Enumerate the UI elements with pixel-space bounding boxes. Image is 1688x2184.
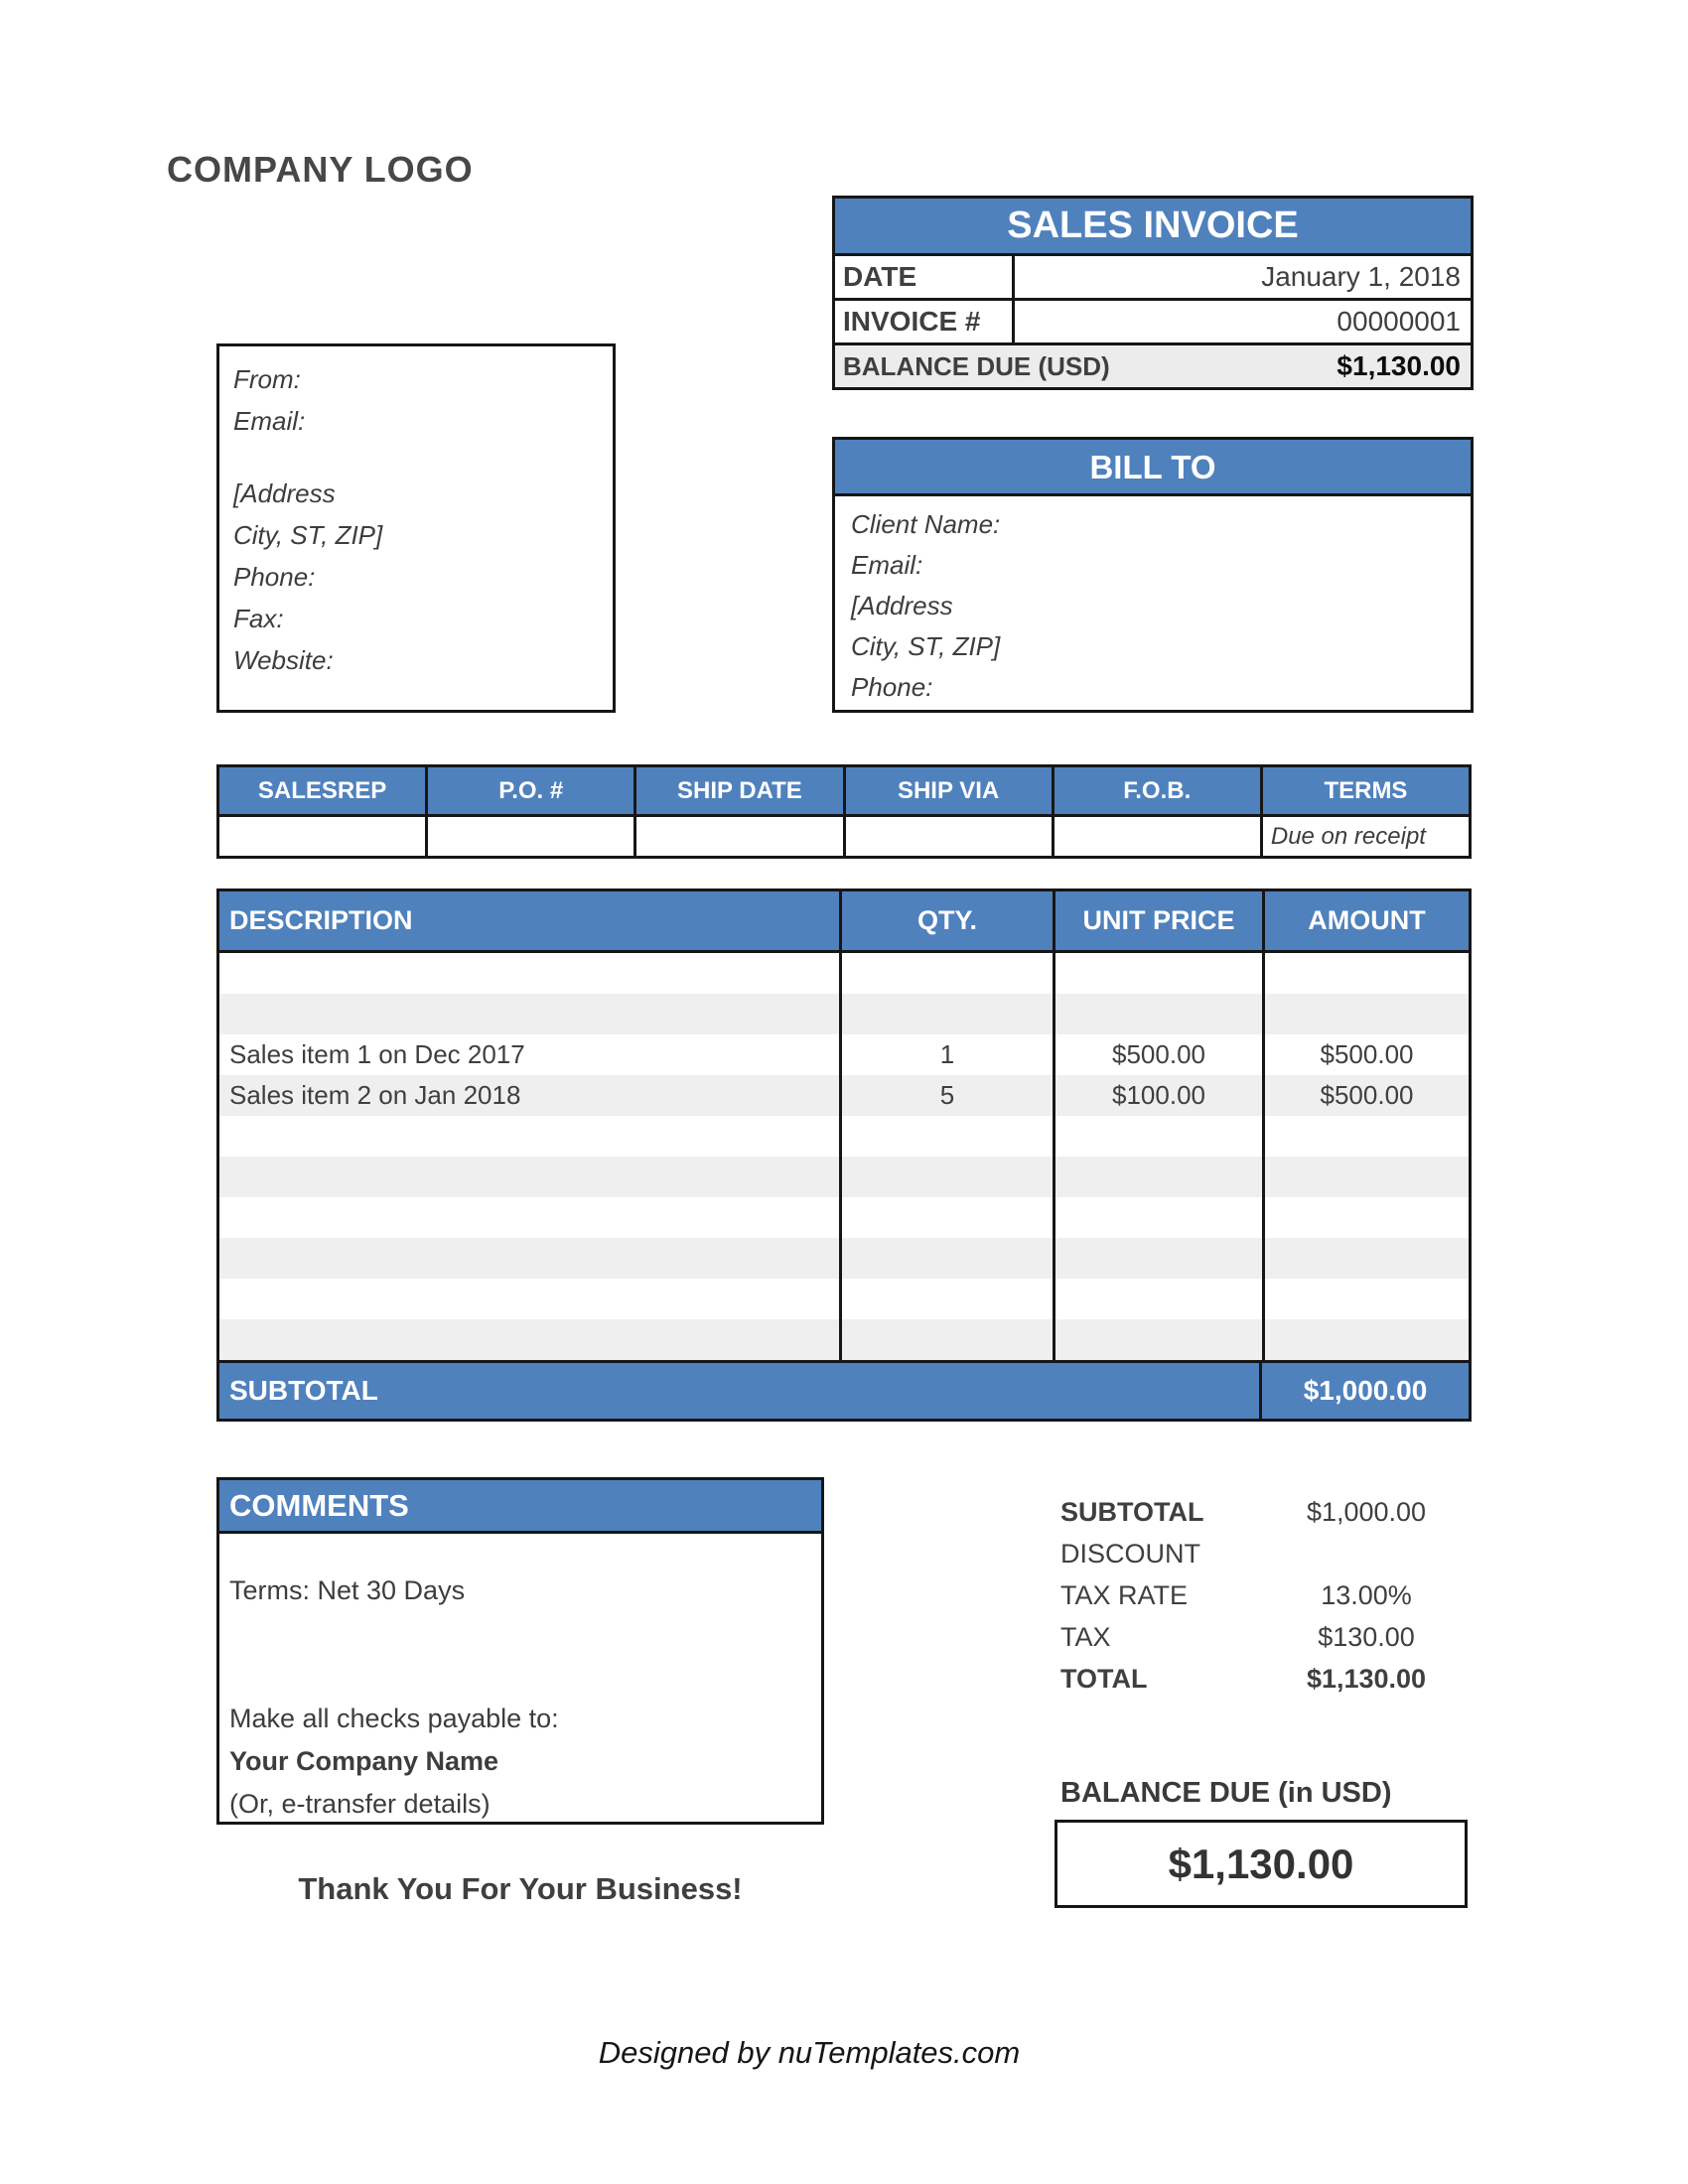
item-description bbox=[219, 1279, 842, 1319]
amount-header: AMOUNT bbox=[1308, 905, 1426, 935]
item-amount bbox=[1265, 1279, 1469, 1319]
item-amount bbox=[1265, 1116, 1469, 1157]
comments-title: COMMENTS bbox=[219, 1480, 821, 1534]
shipping-info-table bbox=[216, 764, 1472, 859]
item-qty bbox=[842, 1157, 1055, 1197]
comments-box bbox=[216, 1477, 824, 1825]
item-amount: $500.00 bbox=[1320, 1080, 1414, 1110]
from-phone-line: Phone: bbox=[233, 562, 316, 592]
client-city-line: City, ST, ZIP] bbox=[851, 631, 1001, 661]
table-row bbox=[219, 1279, 1469, 1319]
item-qty bbox=[842, 1279, 1055, 1319]
summary-tax-value: $130.00 bbox=[1318, 1622, 1415, 1652]
description-header: DESCRIPTION bbox=[219, 891, 842, 950]
client-name-line: Client Name: bbox=[851, 509, 1001, 539]
invoice-number-value: 00000001 bbox=[1336, 306, 1461, 337]
summary-total-value: $1,130.00 bbox=[1306, 1664, 1427, 1694]
item-description bbox=[219, 953, 842, 994]
item-description: Sales item 1 on Dec 2017 bbox=[219, 1034, 842, 1075]
item-unit-price bbox=[1055, 994, 1265, 1034]
totals-summary bbox=[1060, 1491, 1450, 1700]
thank-you-message: Thank You For Your Business! bbox=[298, 1871, 743, 1906]
terms-header: TERMS bbox=[1324, 777, 1408, 804]
item-amount: $500.00 bbox=[1320, 1039, 1414, 1069]
shipping-header-row bbox=[219, 767, 1469, 814]
item-description bbox=[219, 1116, 842, 1157]
comments-etransfer-line: (Or, e-transfer details) bbox=[229, 1789, 491, 1819]
balance-due-label: BALANCE DUE (in USD) bbox=[1060, 1777, 1392, 1809]
invoice-number-row bbox=[835, 298, 1471, 342]
item-qty bbox=[842, 1319, 1055, 1360]
designer-credit: Designed by nuTemplates.com bbox=[598, 2035, 1021, 2070]
balance-due-usd-label: BALANCE DUE (USD) bbox=[843, 350, 1110, 381]
bill-to-title: BILL TO bbox=[835, 440, 1471, 496]
item-unit-price bbox=[1055, 1319, 1265, 1360]
item-qty bbox=[842, 1197, 1055, 1238]
item-qty: 5 bbox=[842, 1075, 1055, 1116]
item-amount bbox=[1265, 953, 1469, 994]
summary-tax-rate-row bbox=[1060, 1574, 1450, 1616]
subtotal-label: SUBTOTAL bbox=[219, 1363, 1262, 1419]
date-label: DATE bbox=[835, 256, 1015, 298]
ship-date-header: SHIP DATE bbox=[636, 767, 845, 814]
item-description bbox=[219, 1319, 842, 1360]
summary-tax-label: TAX bbox=[1060, 1622, 1111, 1652]
client-email-line: Email: bbox=[851, 550, 923, 580]
subtotal-row bbox=[219, 1360, 1469, 1419]
line-items-table bbox=[216, 888, 1472, 1422]
comments-body bbox=[219, 1534, 821, 1826]
table-row bbox=[219, 1238, 1469, 1279]
summary-subtotal-row bbox=[1060, 1491, 1450, 1533]
item-unit-price: $500.00 bbox=[1055, 1034, 1265, 1075]
item-unit-price bbox=[1055, 953, 1265, 994]
item-qty bbox=[842, 1116, 1055, 1157]
item-qty bbox=[842, 1238, 1055, 1279]
from-address-line: [Address bbox=[233, 478, 336, 508]
summary-discount-value bbox=[1283, 1533, 1450, 1574]
item-amount bbox=[1265, 1319, 1469, 1360]
comments-company-name: Your Company Name bbox=[229, 1746, 499, 1776]
client-address-line: [Address bbox=[851, 591, 953, 620]
from-email-line: Email: bbox=[233, 406, 306, 436]
item-unit-price: $100.00 bbox=[1055, 1075, 1265, 1116]
item-description bbox=[219, 1238, 842, 1279]
po-number-value bbox=[428, 817, 636, 856]
ship-date-value bbox=[636, 817, 845, 856]
balance-due-usd-value: $1,130.00 bbox=[1336, 350, 1461, 381]
item-qty bbox=[842, 994, 1055, 1034]
summary-total-label: TOTAL bbox=[1060, 1664, 1148, 1694]
summary-subtotal-value: $1,000.00 bbox=[1306, 1497, 1427, 1527]
salesrep-value bbox=[219, 817, 428, 856]
date-value: January 1, 2018 bbox=[1261, 261, 1461, 292]
qty-header: QTY. bbox=[842, 891, 1055, 950]
item-unit-price bbox=[1055, 1197, 1265, 1238]
shipping-value-row bbox=[219, 814, 1469, 856]
bill-to-box bbox=[832, 437, 1474, 713]
company-logo: COMPANY LOGO bbox=[167, 149, 474, 190]
summary-discount-row bbox=[1060, 1533, 1450, 1574]
fob-value bbox=[1055, 817, 1263, 856]
table-row bbox=[219, 1116, 1469, 1157]
summary-total-row bbox=[1060, 1658, 1450, 1700]
from-city-line: City, ST, ZIP] bbox=[233, 520, 383, 550]
from-spacer bbox=[233, 442, 613, 473]
table-row bbox=[219, 1197, 1469, 1238]
summary-tax-row bbox=[1060, 1616, 1450, 1658]
item-description: Sales item 2 on Jan 2018 bbox=[219, 1075, 842, 1116]
balance-due-box: $1,130.00 bbox=[1055, 1820, 1468, 1908]
ship-via-header: SHIP VIA bbox=[846, 767, 1055, 814]
summary-subtotal-label: SUBTOTAL bbox=[1060, 1497, 1204, 1527]
item-description bbox=[219, 994, 842, 1034]
bill-to-body bbox=[835, 496, 1471, 708]
item-qty bbox=[842, 953, 1055, 994]
comments-payable-line: Make all checks payable to: bbox=[229, 1704, 559, 1733]
table-row bbox=[219, 1034, 1469, 1075]
table-row bbox=[219, 953, 1469, 994]
client-phone-line: Phone: bbox=[851, 672, 933, 702]
from-fax-line: Fax: bbox=[233, 604, 284, 633]
table-row bbox=[219, 1075, 1469, 1116]
table-row bbox=[219, 994, 1469, 1034]
invoice-header-table bbox=[832, 196, 1474, 390]
summary-tax-rate-label: TAX RATE bbox=[1060, 1580, 1189, 1610]
summary-tax-rate-value: 13.00% bbox=[1321, 1580, 1412, 1610]
summary-discount-label: DISCOUNT bbox=[1060, 1539, 1200, 1569]
ship-via-value bbox=[846, 817, 1055, 856]
invoice-title: SALES INVOICE bbox=[835, 199, 1471, 253]
from-box bbox=[216, 343, 616, 713]
from-website-line: Website: bbox=[233, 645, 334, 675]
invoice-date-row bbox=[835, 253, 1471, 298]
from-line: From: bbox=[233, 364, 301, 394]
item-description bbox=[219, 1157, 842, 1197]
item-unit-price bbox=[1055, 1238, 1265, 1279]
subtotal-value: $1,000.00 bbox=[1303, 1375, 1428, 1406]
item-amount bbox=[1265, 1157, 1469, 1197]
comments-terms-line: Terms: Net 30 Days bbox=[229, 1575, 466, 1605]
salesrep-header: SALESREP bbox=[219, 767, 428, 814]
balance-due-row bbox=[835, 342, 1471, 387]
po-number-header: P.O. # bbox=[428, 767, 636, 814]
items-header-row bbox=[219, 891, 1469, 953]
invoice-number-label: INVOICE # bbox=[835, 301, 1015, 342]
unit-price-header: UNIT PRICE bbox=[1055, 891, 1265, 950]
item-unit-price bbox=[1055, 1279, 1265, 1319]
item-description bbox=[219, 1197, 842, 1238]
item-amount bbox=[1265, 994, 1469, 1034]
item-qty: 1 bbox=[842, 1034, 1055, 1075]
item-amount bbox=[1265, 1238, 1469, 1279]
item-amount bbox=[1265, 1197, 1469, 1238]
terms-value: Due on receipt bbox=[1270, 823, 1426, 850]
table-row bbox=[219, 1319, 1469, 1360]
item-unit-price bbox=[1055, 1157, 1265, 1197]
item-unit-price bbox=[1055, 1116, 1265, 1157]
fob-header: F.O.B. bbox=[1055, 767, 1263, 814]
table-row bbox=[219, 1157, 1469, 1197]
